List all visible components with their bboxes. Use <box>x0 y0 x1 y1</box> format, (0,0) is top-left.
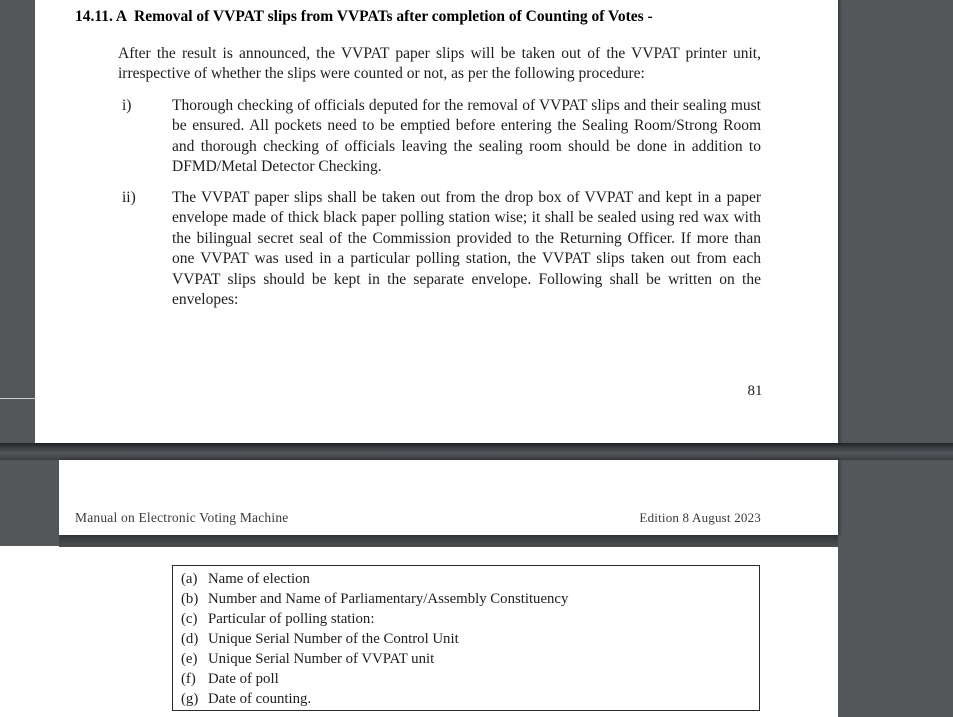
intro-paragraph: After the result is announced, the VVPAT paper slips will be taken out of the VVPAT printer unit, irrespective of whether the slips were counted or not, as per the following procedure: <box>118 45 761 83</box>
list-label: (b) <box>181 591 199 607</box>
list-text-i: Thorough checking of officials deputed for the removal of VVPAT slips and their sealing must be ensured. All pockets need to be emptied before entering the Sealing Room/Strong Room and thorough checking of officials leaving the sealing room should be done in addition to DFMD/Metal Detector Checking. <box>172 97 761 176</box>
page-gap-band <box>0 443 953 460</box>
list-label: (d) <box>181 631 199 647</box>
list-item-ii <box>122 188 761 310</box>
edition-date-footer: Edition 8 August 2023 <box>639 510 761 525</box>
viewer-background-left <box>0 0 35 400</box>
list-item <box>181 649 751 669</box>
page-number: 81 <box>747 383 763 399</box>
list-item <box>181 689 751 709</box>
list-text: Date of counting. <box>208 691 312 707</box>
list-text: Date of poll <box>208 671 279 687</box>
list-label-i: i) <box>122 97 132 114</box>
document-page-82-header <box>59 460 838 535</box>
list-item <box>181 629 751 649</box>
list-text: Particular of polling station: <box>208 611 375 627</box>
list-label: (g) <box>181 691 199 707</box>
list-item <box>181 569 751 589</box>
list-label-ii: ii) <box>122 189 136 206</box>
list-label: (e) <box>181 651 198 667</box>
list-label: (f) <box>181 671 196 687</box>
list-label: (a) <box>181 571 198 587</box>
list-item <box>181 589 751 609</box>
document-page-82-body <box>0 547 838 717</box>
list-text: Unique Serial Number of VVPAT unit <box>208 651 435 667</box>
page-gap-band-2 <box>59 535 838 547</box>
document-title-footer: Manual on Electronic Voting Machine <box>75 510 289 525</box>
list-text-ii: The VVPAT paper slips shall be taken out from the drop box of VVPAT and kept in a paper envelope made of thick black paper polling station wise; it shall be sealed using red wax with the bilingual secret seal of the Commission provided to the Returning Officer. If more than one VVPAT was used in a particular polling station, the VVPAT slips taken out from each VVPAT slips should be kept in the separate envelope. Following shall be written on the envelopes: <box>172 189 761 309</box>
viewer-background-left-mid <box>0 460 59 546</box>
list-label: (c) <box>181 611 198 627</box>
envelope-details-box <box>172 565 760 711</box>
list-text: Name of election <box>208 571 310 587</box>
list-item-i <box>122 96 761 178</box>
list-item <box>181 669 751 689</box>
document-page-81 <box>35 0 838 443</box>
list-item <box>181 609 751 629</box>
viewer-background-right <box>838 0 953 717</box>
list-text: Number and Name of Parliamentary/Assembly Constituency <box>208 591 569 607</box>
list-text: Unique Serial Number of the Control Unit <box>208 631 459 647</box>
section-heading: 14.11. A Removal of VVPAT slips from VVPATs after completion of Counting of Votes - <box>75 8 653 25</box>
